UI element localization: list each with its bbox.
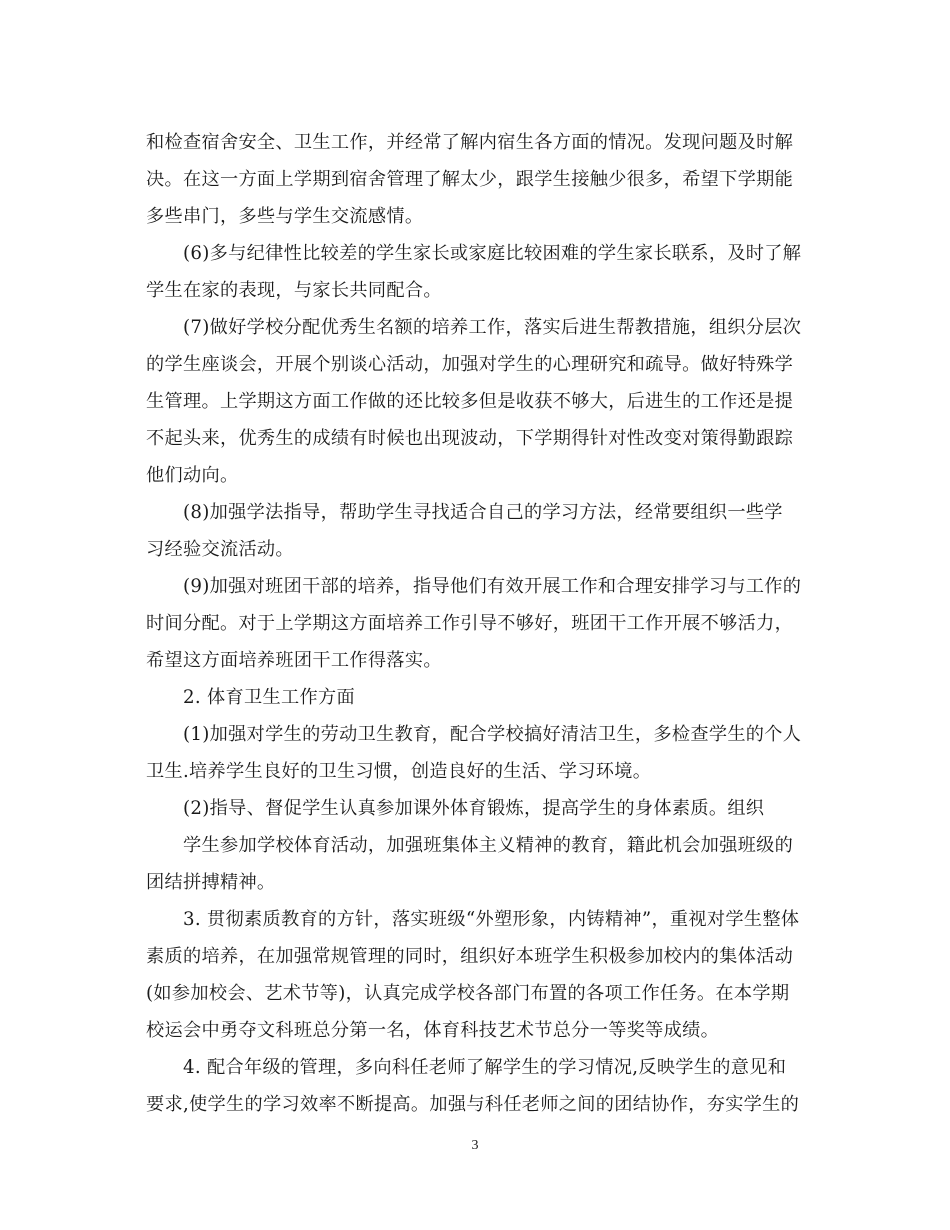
text-line: 时间分配。对于上学期这方面培养工作引导不够好，班团干工作开展不够活力，: [146, 613, 794, 634]
text-line: 学生参加学校体育活动，加强班集体主义精神的教育，籍此机会加强班级的: [183, 835, 794, 856]
text-line: 学生在家的表现，与家长共同配合。: [146, 280, 442, 301]
text-line: 素质的培养，在加强常规管理的同时，组织好本班学生积极参加校内的集体活动: [146, 946, 794, 967]
text-line: (如参加校会、艺术节等)，认真完成学校各部门布置的各项工作任务。在本学期: [146, 983, 790, 1004]
body-text: [146, 124, 806, 1123]
text-line: 3. 贯彻素质教育的方针，落实班级“外塑形象，内铸精神”，重视对学生整体: [183, 909, 800, 930]
text-line: 校运会中勇夺文科班总分第一名，体育科技艺术节总分一等奖等成绩。: [146, 1020, 720, 1041]
text-line: 习经验交流活动。: [146, 539, 294, 560]
text-line: 要求,使学生的学习效率不断提高。加强与科任老师之间的团结协作，夯实学生的: [146, 1094, 800, 1115]
text-line: (9)加强对班团干部的培养，指导他们有效开展工作和合理安排学习与工作的: [183, 576, 802, 597]
text-line: 卫生.培养学生良好的卫生习惯，创造良好的生活、学习环境。: [146, 761, 652, 782]
text-line: 团结拼搏精神。: [146, 872, 276, 893]
text-line: (1)加强对学生的劳动卫生教育，配合学校搞好清洁卫生，多检查学生的个人: [183, 724, 802, 745]
text-line: 决。在这一方面上学期到宿舍管理了解太少，跟学生接触少很多，希望下学期能: [146, 169, 794, 190]
text-line: 和检查宿舍安全、卫生工作，并经常了解内宿生各方面的情况。发现问题及时解: [146, 132, 794, 153]
text-line: 多些串门，多些与学生交流感情。: [146, 206, 424, 227]
text-line: 希望这方面培养班团干工作得落实。: [146, 650, 442, 671]
text-line: 的学生座谈会，开展个别谈心活动，加强对学生的心理研究和疏导。做好特殊学: [146, 354, 794, 375]
text-line: (2)指导、督促学生认真参加课外体育锻炼，提高学生的身体素质。组织: [183, 798, 765, 819]
section-heading: 2. 体育卫生工作方面: [183, 687, 355, 708]
text-line: 生管理。上学期这方面工作做的还比较多但是收获不够大，后进生的工作还是提: [146, 391, 794, 412]
text-line: (6)多与纪律性比较差的学生家长或家庭比较困难的学生家长联系，及时了解: [183, 243, 802, 264]
text-line: (7)做好学校分配优秀生名额的培养工作，落实后进生帮教措施，组织分层次: [183, 317, 802, 338]
text-line: 不起头来，优秀生的成绩有时候也出现波动，下学期得针对性改变对策得勤跟踪: [146, 428, 794, 449]
page-number: 3: [471, 1138, 479, 1153]
text-line: 他们动向。: [146, 465, 239, 486]
text-line: 4. 配合年级的管理，多向科任老师了解学生的学习情况,反映学生的意见和: [183, 1057, 787, 1078]
text-line: (8)加强学法指导，帮助学生寻找适合自己的学习方法，经常要组织一些学: [183, 502, 783, 523]
